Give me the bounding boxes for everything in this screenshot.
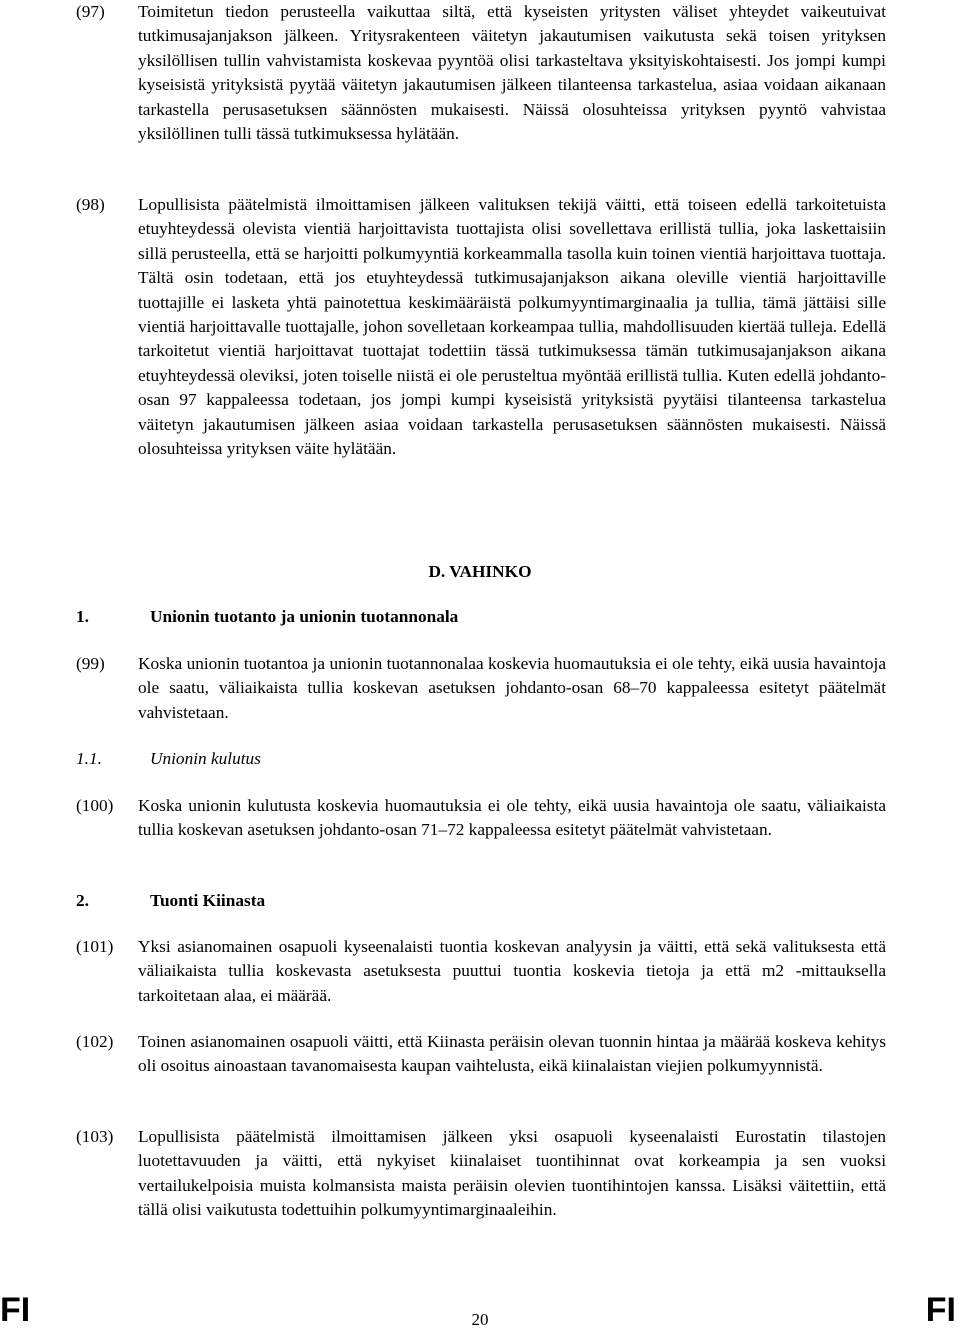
section-heading <box>76 605 458 629</box>
paragraph-101 <box>76 935 886 1008</box>
section-number: 2. <box>76 891 89 910</box>
paragraph-text: Toinen asianomainen osapuoli väitti, että Kiinasta peräisin olevan tuonnin hintaa ja määrää koskeva kehitys oli osoitus ainoastaan tavanomaisesta kaupan vaihtelusta, eikä kiinalaistan viejien polkumyynnistä. <box>138 1032 886 1076</box>
section-heading <box>76 889 265 913</box>
section-number: 1. <box>76 607 89 626</box>
paragraph-number: (102) <box>76 1032 114 1051</box>
paragraph-text: Koska unionin kulutusta koskevia huomautuksia ei ole tehty, eikä uusia havaintoja ole saatu, väliaikaista tullia koskevan asetuksen johdanto-osan 71–72 kappaleessa esitetyt päätelmät vahvistetaan. <box>138 796 886 840</box>
paragraph-text: Yksi asianomainen osapuoli kyseenalaisti tuontia koskevan analyysin ja väitti, että sekä valituksesta että väliaikaista tullia koskevasta asetuksesta puuttui tuontia koskevia tietoja ja että m2 -mittauksella tarkoitetaan alaa, ei määrää. <box>138 937 886 1005</box>
subsection-title: Unionin kulutus <box>150 749 261 768</box>
paragraph-102 <box>76 1030 886 1079</box>
paragraph-97 <box>76 0 886 146</box>
subsection-heading <box>76 747 261 771</box>
footer-language-left: FI <box>0 1291 31 1329</box>
paragraph-text: Lopullisista päätelmistä ilmoittamisen jälkeen yksi osapuoli kyseenalaisti Eurostatin tilastojen luotettavuuden ja väitti, että nykyiset kiinalaiset tuontihinnat ovat korkeampia ja sen vuoksi vertailukelpoisia muista kolmansista maista peräisin olevien tuontihintojen kanssa. Lisäksi väitettiin, että tällä olisi vaikutusta todettuihin polkumyyntimarginaaleihin. <box>138 1127 886 1220</box>
paragraph-number: (97) <box>76 2 105 21</box>
section-title: Unionin tuotanto ja unionin tuotannonala <box>150 607 459 626</box>
paragraph-number: (103) <box>76 1127 114 1146</box>
section-title: Tuonti Kiinasta <box>150 891 266 910</box>
paragraph-text: Koska unionin tuotantoa ja unionin tuotannonalaa koskevia huomautuksia ei ole tehty, eikä uusia havaintoja ole saatu, väliaikaista tullia koskevan asetuksen johdanto-osan 68–70 kappaleessa esitetyt päätelmät vahvistetaan. <box>138 654 886 722</box>
paragraph-text: Lopullisista päätelmistä ilmoittamisen jälkeen valituksen tekijä väitti, että toiseen edellä tarkoitetuista etuyhteydessä olevista vientiä harjoittavista tuottajista olisi sovellettava erillistä tullia, joka laskettaisiin sillä perusteella, että se harjoitti polkumyyntiä korkeammalla tasolla kuin toinen vientiä harjoittava tuottaja. Tältä osin todetaan, että jos etuyhteydessä tutkimusajanjakson aikana oleville vientiä harjoittaville tuottajille ei lasketa yhtä painotettua keskimääräistä polkumyyntimarginaalia ja tullia, tämä jättäisi sille vientiä harjoittavalle tuottajalle, johon sovelletaan korkeampaa tullia, mahdollisuuden kiertää tulleja. Edellä tarkoitetut vientiä harjoittavat tuottajat todettiin tässä tutkimuksessa tämän tutkimusajanjakson aikana etuyhteydessä oleviksi, joten toiselle niistä ei ole perusteltua myöntää erillistä tullia. Kuten edellä johdanto-osan 97 kappaleessa todetaan, jos jompi kumpi kyseisistä yrityksistä pyytäisi tilanteensa tarkastelua väitetyn jakautumisen jälkeen asiaa voidaan tarkastella perusasetuksen säännösten mukaisesti. Näissä olosuhteissa yrityksen väite hylätään. <box>138 195 886 459</box>
paragraph-number: (101) <box>76 937 114 956</box>
paragraph-number: (98) <box>76 195 105 214</box>
paragraph-98 <box>76 193 886 461</box>
paragraph-number: (99) <box>76 654 105 673</box>
subsection-number: 1.1. <box>76 749 102 768</box>
page-number: 20 <box>471 1310 489 1329</box>
paragraph-103 <box>76 1125 886 1223</box>
footer-language-right: FI <box>925 1291 956 1329</box>
paragraph-number: (100) <box>76 796 114 815</box>
paragraph-100 <box>76 794 886 843</box>
paragraph-99 <box>76 652 886 725</box>
chapter-heading: D. VAHINKO <box>428 562 532 581</box>
paragraph-text: Toimitetun tiedon perusteella vaikuttaa siltä, että kyseisten yritysten väliset yhteydet vaikeutuivat tutkimusajanjakson jälkeen. Yritysrakenteen väitetyn jakautumisen vaikutusta sekä toisen yrityksen yksilöllisen tullin vahvistamista koskevaa pyyntöä olisi tarkasteltava yksityiskohtaisesti. Jos jompi kumpi kyseisistä yrityksistä pyytää väitetyn jakautumisen jälkeen tilanteensa tarkastelua, asiaa voidaan aikanaan tarkastella perusasetuksen säännösten mukaisesti. Näissä olosuhteissa yrityksen pyyntö vahvistaa yksilöllinen tulli tässä tutkimuksessa hylätään. <box>138 2 886 144</box>
